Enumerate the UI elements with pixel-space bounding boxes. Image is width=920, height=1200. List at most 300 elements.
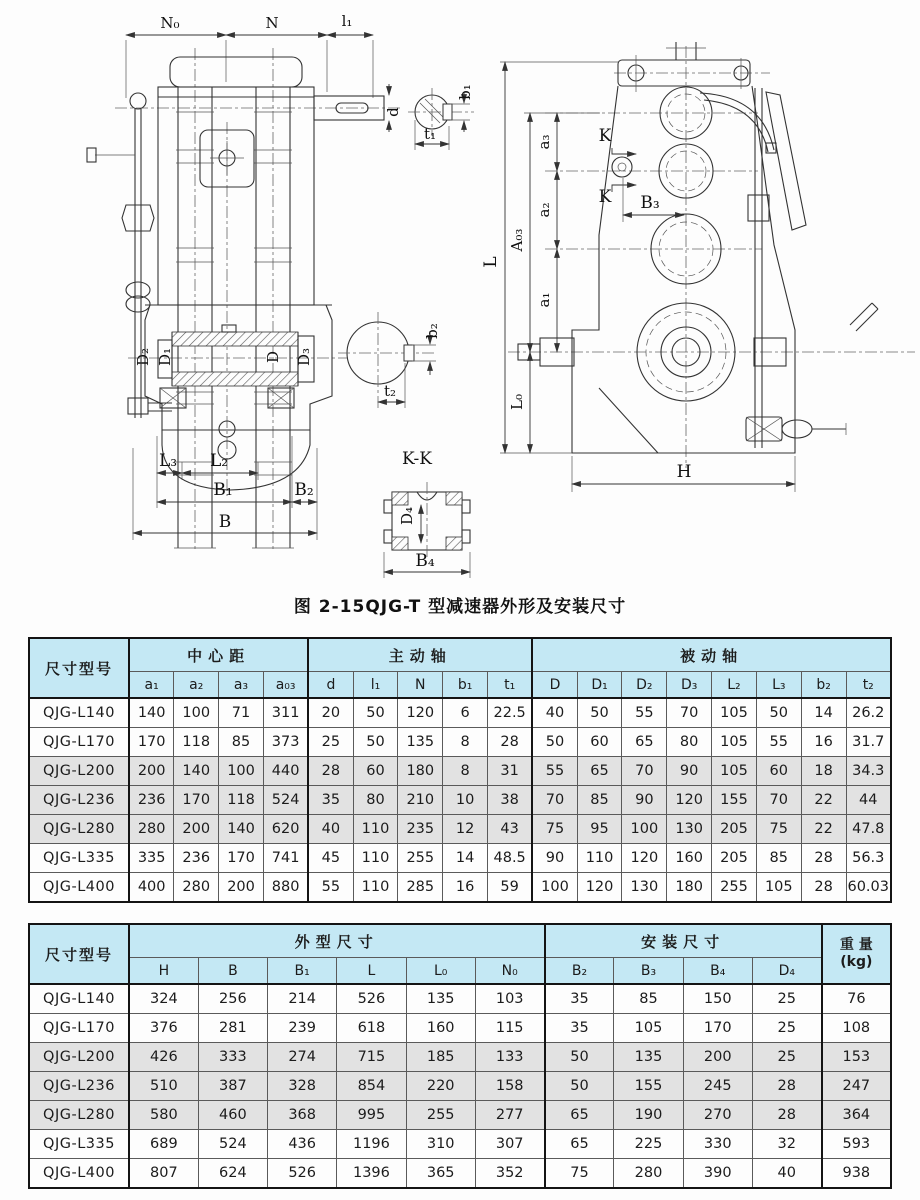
dim-label-l3: L₃ — [158, 451, 178, 471]
value-cell: 44 — [846, 786, 891, 815]
table-row — [29, 728, 891, 757]
dim-label-n: N — [265, 14, 279, 32]
column-header: B₄ — [683, 958, 752, 985]
value-cell: 43 — [488, 815, 533, 844]
value-cell: 190 — [614, 1101, 683, 1130]
value-cell: 200 — [683, 1043, 752, 1072]
value-cell: 70 — [756, 786, 801, 815]
value-cell: 200 — [219, 873, 264, 903]
weight-cell: 153 — [822, 1043, 891, 1072]
weight-header: 重 量 (kg) — [822, 924, 891, 984]
value-cell: 25 — [752, 1043, 821, 1072]
value-cell: 460 — [198, 1101, 267, 1130]
value-cell: 105 — [712, 698, 757, 728]
model-header: 尺寸型号 — [29, 638, 129, 698]
value-cell: 35 — [308, 786, 353, 815]
dim-label-n0: N₀ — [160, 14, 180, 32]
section-kk — [384, 482, 470, 578]
dim-label-b2-key: b₂ — [423, 323, 441, 339]
column-header: D₃ — [667, 672, 712, 699]
k-mark-top: K — [598, 126, 612, 146]
dim-label-a03: A₀₃ — [508, 228, 526, 252]
column-header: l₁ — [353, 672, 398, 699]
shaft-dimensions-table — [28, 637, 892, 903]
column-header: b₂ — [801, 672, 846, 699]
model-cell: QJG-L140 — [29, 698, 129, 728]
value-cell: 50 — [532, 728, 577, 757]
weight-cell: 364 — [822, 1101, 891, 1130]
group-header: 主动轴 — [308, 638, 532, 672]
value-cell: 373 — [263, 728, 308, 757]
value-cell: 47.8 — [846, 815, 891, 844]
value-cell: 28 — [801, 873, 846, 903]
model-cell: QJG-L170 — [29, 728, 129, 757]
reducer-drawing — [0, 0, 920, 588]
value-cell: 1196 — [337, 1130, 406, 1159]
value-cell: 170 — [219, 844, 264, 873]
value-cell: 60.03 — [846, 873, 891, 903]
column-header: a₁ — [129, 672, 174, 699]
model-cell: QJG-L170 — [29, 1014, 129, 1043]
dim-label-d2-bore: D₂ — [134, 347, 152, 367]
value-cell: 239 — [268, 1014, 337, 1043]
value-cell: 110 — [353, 815, 398, 844]
column-header: L₀ — [406, 958, 475, 985]
value-cell: 28 — [801, 844, 846, 873]
table-row — [29, 815, 891, 844]
value-cell: 256 — [198, 984, 267, 1014]
value-cell: 105 — [712, 728, 757, 757]
value-cell: 105 — [756, 873, 801, 903]
model-cell: QJG-L335 — [29, 844, 129, 873]
value-cell: 71 — [219, 698, 264, 728]
value-cell: 170 — [129, 728, 174, 757]
value-cell: 200 — [174, 815, 219, 844]
dim-label-l0: L₀ — [508, 394, 526, 410]
column-header: D₂ — [622, 672, 667, 699]
value-cell: 277 — [475, 1101, 544, 1130]
value-cell: 90 — [532, 844, 577, 873]
value-cell: 100 — [532, 873, 577, 903]
value-cell: 70 — [622, 757, 667, 786]
value-cell: 48.5 — [488, 844, 533, 873]
value-cell: 14 — [801, 698, 846, 728]
tables-area — [0, 637, 920, 1189]
table-row — [29, 786, 891, 815]
value-cell: 120 — [622, 844, 667, 873]
value-cell: 618 — [337, 1014, 406, 1043]
value-cell: 307 — [475, 1130, 544, 1159]
value-cell: 45 — [308, 844, 353, 873]
value-cell: 352 — [475, 1159, 544, 1189]
value-cell: 31 — [488, 757, 533, 786]
value-cell: 526 — [337, 984, 406, 1014]
dim-label-a3: a₃ — [535, 134, 553, 150]
value-cell: 38 — [488, 786, 533, 815]
value-cell: 510 — [129, 1072, 198, 1101]
value-cell: 40 — [308, 815, 353, 844]
dim-label-d4: D₄ — [398, 506, 416, 526]
value-cell: 50 — [756, 698, 801, 728]
column-header: a₃ — [219, 672, 264, 699]
value-cell: 50 — [545, 1072, 614, 1101]
value-cell: 236 — [129, 786, 174, 815]
value-cell: 245 — [683, 1072, 752, 1101]
value-cell: 85 — [577, 786, 622, 815]
value-cell: 185 — [406, 1043, 475, 1072]
value-cell: 285 — [398, 873, 443, 903]
model-cell: QJG-L280 — [29, 1101, 129, 1130]
value-cell: 328 — [268, 1072, 337, 1101]
value-cell: 25 — [308, 728, 353, 757]
value-cell: 135 — [614, 1043, 683, 1072]
dim-label-h: H — [676, 462, 692, 482]
value-cell: 281 — [198, 1014, 267, 1043]
value-cell: 80 — [667, 728, 712, 757]
table-row — [29, 984, 891, 1014]
model-cell: QJG-L140 — [29, 984, 129, 1014]
column-header: H — [129, 958, 198, 985]
value-cell: 22.5 — [488, 698, 533, 728]
value-cell: 95 — [577, 815, 622, 844]
column-header: D₄ — [752, 958, 821, 985]
value-cell: 235 — [398, 815, 443, 844]
value-cell: 118 — [219, 786, 264, 815]
value-cell: 40 — [752, 1159, 821, 1189]
column-header: B₁ — [268, 958, 337, 985]
value-cell: 715 — [337, 1043, 406, 1072]
value-cell: 210 — [398, 786, 443, 815]
model-header: 尺寸型号 — [29, 924, 129, 984]
table-row — [29, 1159, 891, 1189]
section-kk-label: K-K — [402, 449, 432, 469]
model-cell: QJG-L280 — [29, 815, 129, 844]
value-cell: 140 — [219, 815, 264, 844]
value-cell: 368 — [268, 1101, 337, 1130]
table-row — [29, 698, 891, 728]
value-cell: 75 — [545, 1159, 614, 1189]
value-cell: 390 — [683, 1159, 752, 1189]
model-cell: QJG-L400 — [29, 873, 129, 903]
value-cell: 50 — [577, 698, 622, 728]
table-row — [29, 757, 891, 786]
value-cell: 120 — [398, 698, 443, 728]
value-cell: 255 — [406, 1101, 475, 1130]
value-cell: 310 — [406, 1130, 475, 1159]
dim-label-b4: B₄ — [415, 551, 435, 571]
value-cell: 854 — [337, 1072, 406, 1101]
value-cell: 236 — [174, 844, 219, 873]
value-cell: 50 — [353, 728, 398, 757]
value-cell: 155 — [712, 786, 757, 815]
column-header: a₀₃ — [263, 672, 308, 699]
group-header: 外型尺寸 — [129, 924, 545, 958]
value-cell: 26.2 — [846, 698, 891, 728]
value-cell: 220 — [406, 1072, 475, 1101]
column-header: D₁ — [577, 672, 622, 699]
value-cell: 1396 — [337, 1159, 406, 1189]
value-cell: 335 — [129, 844, 174, 873]
value-cell: 10 — [443, 786, 488, 815]
value-cell: 689 — [129, 1130, 198, 1159]
value-cell: 55 — [756, 728, 801, 757]
value-cell: 120 — [667, 786, 712, 815]
table-row — [29, 1014, 891, 1043]
column-header: t₂ — [846, 672, 891, 699]
value-cell: 524 — [198, 1130, 267, 1159]
value-cell: 526 — [268, 1159, 337, 1189]
value-cell: 324 — [129, 984, 198, 1014]
model-cell: QJG-L200 — [29, 1043, 129, 1072]
dim-label-d3-bore: D₃ — [295, 347, 313, 367]
column-header: N — [398, 672, 443, 699]
dim-label-l1: l₁ — [341, 12, 353, 30]
group-header: 安装尺寸 — [545, 924, 822, 958]
value-cell: 56.3 — [846, 844, 891, 873]
value-cell: 333 — [198, 1043, 267, 1072]
value-cell: 70 — [667, 698, 712, 728]
column-header: L — [337, 958, 406, 985]
value-cell: 65 — [545, 1130, 614, 1159]
column-header: N₀ — [475, 958, 544, 985]
table-row — [29, 1043, 891, 1072]
value-cell: 880 — [263, 873, 308, 903]
value-cell: 135 — [406, 984, 475, 1014]
weight-cell: 76 — [822, 984, 891, 1014]
value-cell: 387 — [198, 1072, 267, 1101]
value-cell: 170 — [174, 786, 219, 815]
value-cell: 85 — [756, 844, 801, 873]
value-cell: 255 — [398, 844, 443, 873]
dim-label-l: L — [481, 256, 501, 268]
dim-label-b1-key: b₁ — [456, 84, 474, 100]
value-cell: 995 — [337, 1101, 406, 1130]
column-header: L₃ — [756, 672, 801, 699]
column-header: B — [198, 958, 267, 985]
value-cell: 80 — [353, 786, 398, 815]
value-cell: 105 — [614, 1014, 683, 1043]
value-cell: 25 — [752, 984, 821, 1014]
value-cell: 75 — [756, 815, 801, 844]
k-mark-bottom: K — [598, 187, 612, 207]
dim-label-t1: t₁ — [423, 125, 437, 143]
value-cell: 105 — [712, 757, 757, 786]
value-cell: 50 — [545, 1043, 614, 1072]
table-row — [29, 873, 891, 903]
value-cell: 205 — [712, 815, 757, 844]
value-cell: 25 — [752, 1014, 821, 1043]
value-cell: 311 — [263, 698, 308, 728]
value-cell: 50 — [353, 698, 398, 728]
dim-label-a1: a₁ — [535, 292, 553, 308]
value-cell: 807 — [129, 1159, 198, 1189]
value-cell: 135 — [398, 728, 443, 757]
value-cell: 55 — [532, 757, 577, 786]
dim-label-l2: L₂ — [209, 451, 229, 471]
value-cell: 280 — [614, 1159, 683, 1189]
model-cell: QJG-L335 — [29, 1130, 129, 1159]
value-cell: 400 — [129, 873, 174, 903]
dim-label-t2: t₂ — [383, 382, 397, 400]
value-cell: 436 — [268, 1130, 337, 1159]
value-cell: 180 — [398, 757, 443, 786]
front-view — [87, 12, 402, 552]
value-cell: 34.3 — [846, 757, 891, 786]
value-cell: 65 — [622, 728, 667, 757]
value-cell: 60 — [353, 757, 398, 786]
value-cell: 103 — [475, 984, 544, 1014]
weight-cell: 593 — [822, 1130, 891, 1159]
weight-cell: 938 — [822, 1159, 891, 1189]
weight-cell: 247 — [822, 1072, 891, 1101]
value-cell: 65 — [577, 757, 622, 786]
value-cell: 31.7 — [846, 728, 891, 757]
dim-label-b2-dim: B₂ — [294, 480, 314, 500]
value-cell: 214 — [268, 984, 337, 1014]
value-cell: 32 — [752, 1130, 821, 1159]
value-cell: 620 — [263, 815, 308, 844]
table-row — [29, 1101, 891, 1130]
shaft-sections — [338, 84, 474, 578]
value-cell: 20 — [308, 698, 353, 728]
value-cell: 35 — [545, 1014, 614, 1043]
dim-label-a2: a₂ — [535, 202, 553, 218]
value-cell: 225 — [614, 1130, 683, 1159]
dim-label-b1-dim: B₁ — [213, 480, 233, 500]
column-header: d — [308, 672, 353, 699]
value-cell: 110 — [353, 873, 398, 903]
value-cell: 90 — [622, 786, 667, 815]
value-cell: 85 — [219, 728, 264, 757]
figure-caption: 图 2-15QJG-T 型减速器外形及安装尺寸 — [293, 597, 627, 617]
value-cell: 28 — [308, 757, 353, 786]
value-cell: 160 — [406, 1014, 475, 1043]
value-cell: 170 — [683, 1014, 752, 1043]
value-cell: 18 — [801, 757, 846, 786]
value-cell: 130 — [622, 873, 667, 903]
bearing-cap-ticks — [174, 112, 294, 548]
value-cell: 140 — [174, 757, 219, 786]
column-header: b₁ — [443, 672, 488, 699]
value-cell: 8 — [443, 757, 488, 786]
value-cell: 741 — [263, 844, 308, 873]
value-cell: 28 — [488, 728, 533, 757]
value-cell: 59 — [488, 873, 533, 903]
column-header: B₂ — [545, 958, 614, 985]
value-cell: 70 — [532, 786, 577, 815]
value-cell: 270 — [683, 1101, 752, 1130]
value-cell: 100 — [622, 815, 667, 844]
value-cell: 330 — [683, 1130, 752, 1159]
model-cell: QJG-L236 — [29, 1072, 129, 1101]
value-cell: 28 — [752, 1101, 821, 1130]
value-cell: 205 — [712, 844, 757, 873]
group-header: 被动轴 — [532, 638, 891, 672]
value-cell: 255 — [712, 873, 757, 903]
value-cell: 150 — [683, 984, 752, 1014]
table-row — [29, 1072, 891, 1101]
value-cell: 200 — [129, 757, 174, 786]
value-cell: 55 — [622, 698, 667, 728]
group-header: 中心距 — [129, 638, 308, 672]
value-cell: 100 — [219, 757, 264, 786]
value-cell: 100 — [174, 698, 219, 728]
value-cell: 440 — [263, 757, 308, 786]
model-cell: QJG-L200 — [29, 757, 129, 786]
value-cell: 75 — [532, 815, 577, 844]
column-header: D — [532, 672, 577, 699]
value-cell: 280 — [174, 873, 219, 903]
value-cell: 60 — [756, 757, 801, 786]
value-cell: 6 — [443, 698, 488, 728]
value-cell: 376 — [129, 1014, 198, 1043]
table-row — [29, 844, 891, 873]
value-cell: 85 — [614, 984, 683, 1014]
value-cell: 130 — [667, 815, 712, 844]
value-cell: 12 — [443, 815, 488, 844]
value-cell: 365 — [406, 1159, 475, 1189]
value-cell: 155 — [614, 1072, 683, 1101]
value-cell: 110 — [577, 844, 622, 873]
value-cell: 140 — [129, 698, 174, 728]
value-cell: 158 — [475, 1072, 544, 1101]
value-cell: 274 — [268, 1043, 337, 1072]
value-cell: 180 — [667, 873, 712, 903]
value-cell: 426 — [129, 1043, 198, 1072]
value-cell: 65 — [545, 1101, 614, 1130]
value-cell: 8 — [443, 728, 488, 757]
dim-label-b3: B₃ — [640, 193, 660, 213]
value-cell: 22 — [801, 786, 846, 815]
column-header: B₃ — [614, 958, 683, 985]
value-cell: 280 — [129, 815, 174, 844]
value-cell: 22 — [801, 815, 846, 844]
table-row — [29, 1130, 891, 1159]
dim-label-d1-bore: D₁ — [156, 347, 174, 367]
side-view — [481, 42, 915, 492]
value-cell: 28 — [752, 1072, 821, 1101]
value-cell: 110 — [353, 844, 398, 873]
outline-dimensions-table — [28, 923, 892, 1189]
value-cell: 580 — [129, 1101, 198, 1130]
dim-label-d: d — [384, 107, 402, 117]
value-cell: 524 — [263, 786, 308, 815]
column-header: t₁ — [488, 672, 533, 699]
value-cell: 55 — [308, 873, 353, 903]
value-cell: 35 — [545, 984, 614, 1014]
weight-cell: 108 — [822, 1014, 891, 1043]
model-cell: QJG-L236 — [29, 786, 129, 815]
value-cell: 160 — [667, 844, 712, 873]
oil-level-gauge — [87, 93, 172, 418]
column-header: a₂ — [174, 672, 219, 699]
value-cell: 120 — [577, 873, 622, 903]
value-cell: 16 — [801, 728, 846, 757]
value-cell: 90 — [667, 757, 712, 786]
value-cell: 115 — [475, 1014, 544, 1043]
value-cell: 60 — [577, 728, 622, 757]
dim-label-d-bore: D — [264, 350, 282, 364]
model-cell: QJG-L400 — [29, 1159, 129, 1189]
value-cell: 133 — [475, 1043, 544, 1072]
value-cell: 14 — [443, 844, 488, 873]
value-cell: 118 — [174, 728, 219, 757]
value-cell: 16 — [443, 873, 488, 903]
dim-label-b-dim: B — [218, 512, 232, 532]
column-header: L₂ — [712, 672, 757, 699]
value-cell: 40 — [532, 698, 577, 728]
value-cell: 624 — [198, 1159, 267, 1189]
